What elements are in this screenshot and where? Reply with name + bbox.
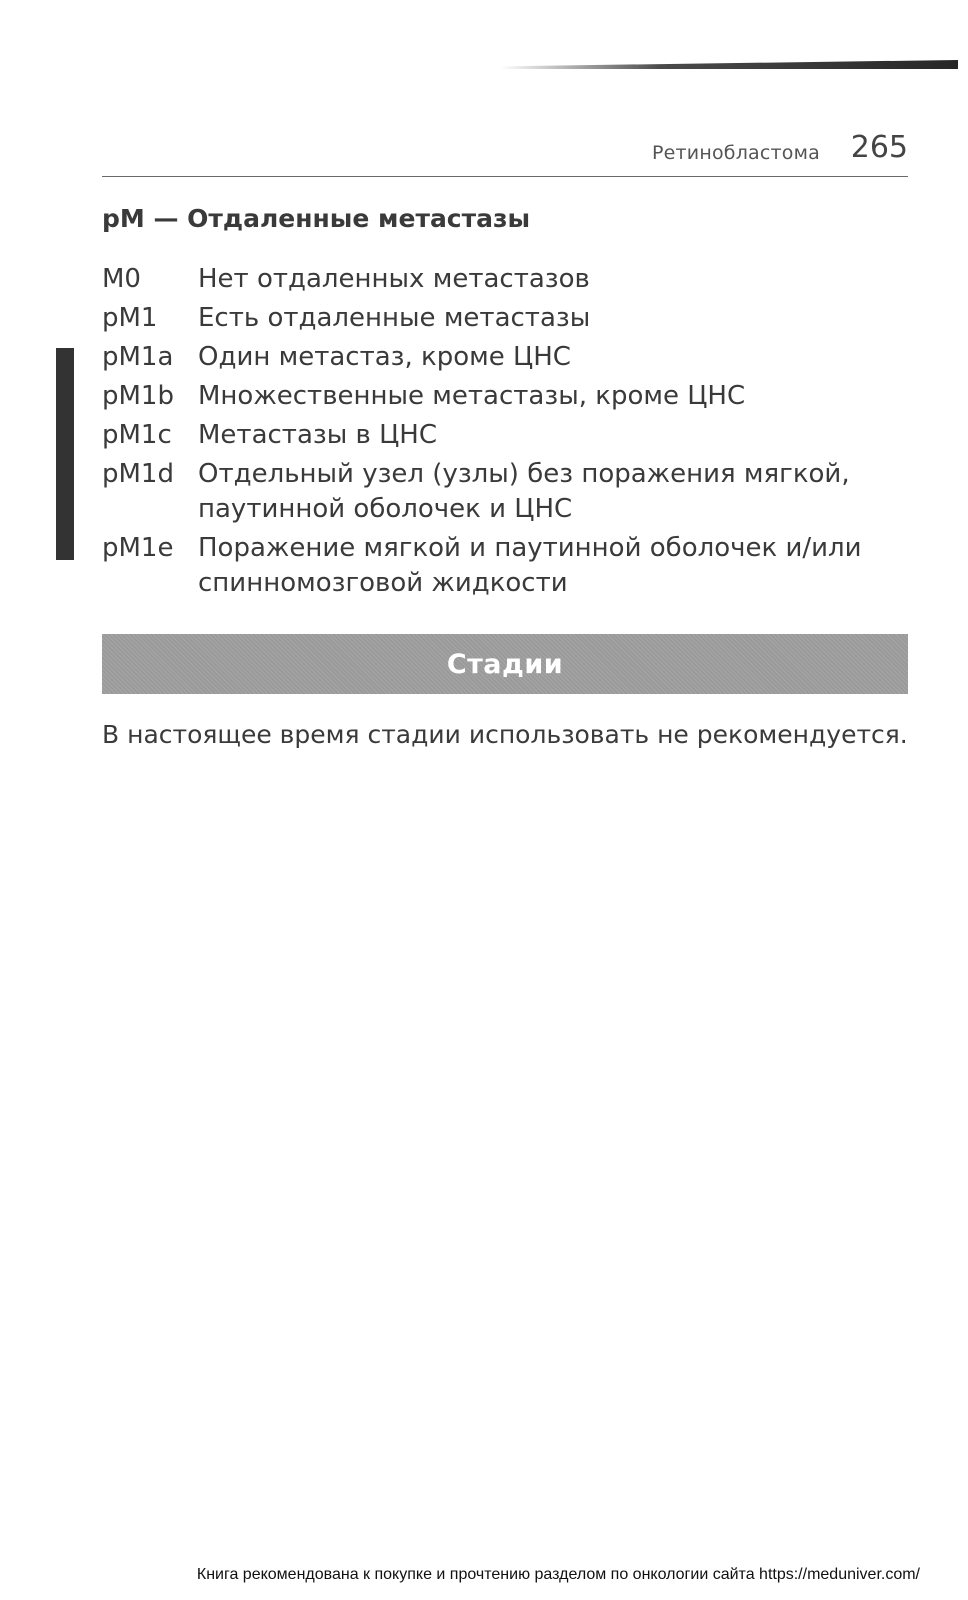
definition-text: Метастазы в ЦНС: [198, 420, 437, 450]
section-heading: pM — Отдаленные метастазы: [102, 204, 531, 233]
definition-row: [102, 457, 922, 527]
definition-text: Множественные метастазы, кроме ЦНС: [198, 381, 746, 411]
page-number: 265: [850, 130, 908, 165]
definition-list: [102, 262, 922, 605]
definition-code: pM1a: [102, 342, 174, 372]
definition-row: [102, 418, 922, 453]
stages-title: Стадии: [446, 648, 564, 680]
definition-code: pM1: [102, 303, 158, 333]
definition-text: Один метастаз, кроме ЦНС: [198, 342, 571, 372]
definition-code: pM1b: [102, 381, 174, 411]
definition-text: Отдельный узел (узлы) без поражения мягкой, паутинной оболочек и ЦНС: [198, 459, 850, 524]
footer-note: Книга рекомендована к покупке и прочтению разделом по онкологии сайта https://meduniver.com/: [196, 1566, 920, 1583]
definition-text: Есть отдаленные метастазы: [198, 303, 591, 333]
definition-code: pM1c: [102, 420, 172, 450]
stages-paragraph: В настоящее время стадии использовать не рекомендуется.: [102, 720, 908, 749]
stages-banner: [102, 634, 908, 694]
margin-marker-bar: [56, 348, 74, 560]
running-title: Ретинобластома: [651, 142, 820, 164]
definition-row: [102, 531, 922, 601]
top-decorative-rule: [500, 60, 958, 69]
definition-text: Нет отдаленных метастазов: [198, 264, 590, 294]
definition-row: [102, 262, 922, 297]
definition-code: M0: [102, 264, 141, 294]
definition-code: pM1d: [102, 459, 174, 489]
definition-text: Поражение мягкой и паутинной оболочек и/или спинномозговой жидкости: [198, 533, 862, 598]
running-header: [102, 128, 908, 177]
definition-code: pM1e: [102, 533, 174, 563]
definition-row: [102, 301, 922, 336]
definition-row: [102, 340, 922, 375]
definition-row: [102, 379, 922, 414]
